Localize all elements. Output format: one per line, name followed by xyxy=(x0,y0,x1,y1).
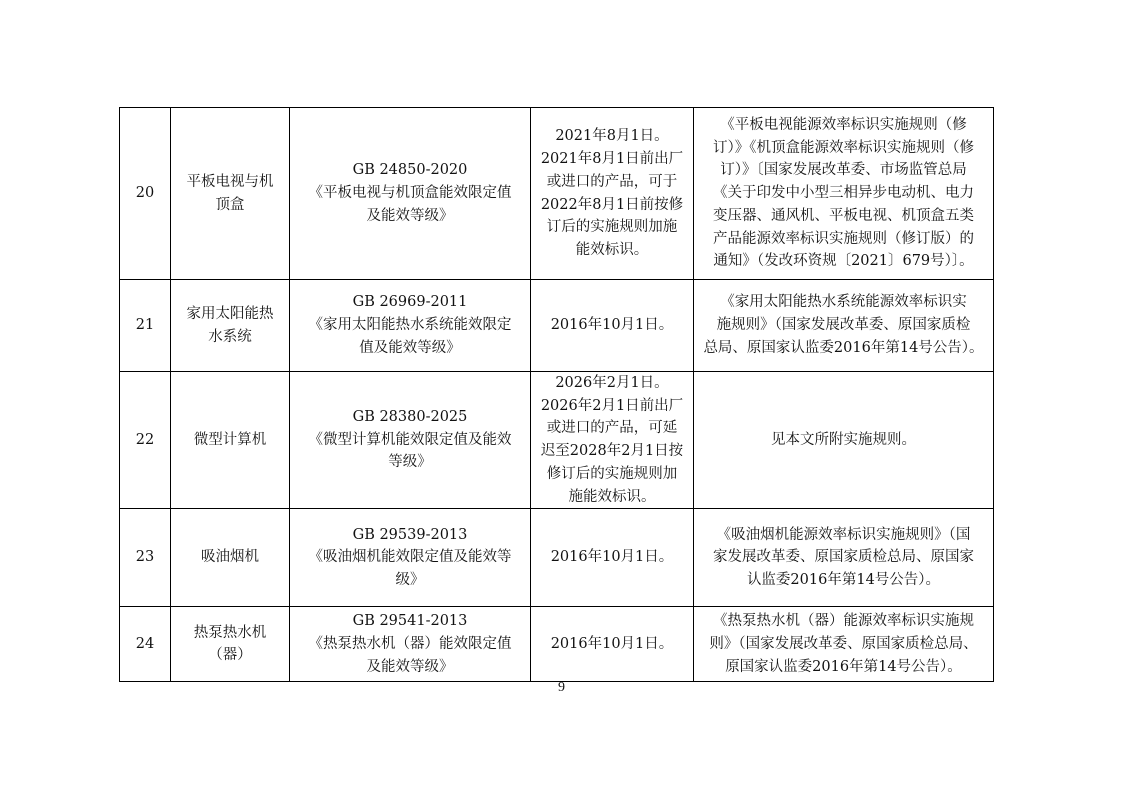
implementation-rules: 见本文所附实施规则。 xyxy=(694,372,994,509)
effective-date: 2016年10月1日。 xyxy=(531,280,694,372)
product-name: 热泵热水机 （器） xyxy=(171,607,290,682)
table-row xyxy=(120,607,994,682)
implementation-rules: 《家用太阳能热水系统能源效率标识实 施规则》（国家发展改革委、原国家质检 总局、原国家认监委2016年第14号公告）。 xyxy=(694,280,994,372)
product-name: 微型计算机 xyxy=(171,372,290,509)
row-number: 20 xyxy=(120,108,171,280)
table-row xyxy=(120,280,994,372)
implementation-rules: 《吸油烟机能源效率标识实施规则》（国 家发展改革委、原国家质检总局、原国家 认监委2016年第14号公告）。 xyxy=(694,509,994,607)
row-number: 24 xyxy=(120,607,171,682)
standard-name: 《热泵热水机（器）能效限定值 xyxy=(308,635,512,652)
standard-code: GB 28380-2025 xyxy=(352,409,468,426)
table-row xyxy=(120,372,994,509)
standard-cell: GB 29541-2013 《热泵热水机（器）能效限定值 及能效等级》 xyxy=(290,607,531,682)
product-name: 家用太阳能热 水系统 xyxy=(171,280,290,372)
implementation-rules: 《平板电视能源效率标识实施规则（修 订）》《机顶盒能源效率标识实施规则（修 订）》〔国家发展改革委、市场监管总局 《关于印发中小型三相异步电动机、电力 变压器、通风机、平板电视、机顶盒五类 产品能源效率标识实施规则（修订版）的 通知》（发改环资规〔2021〕679号）〕。 xyxy=(694,108,994,280)
product-name: 平板电视与机 顶盒 xyxy=(171,108,290,280)
standard-cell: GB 24850-2020 《平板电视与机顶盒能效限定值 及能效等级》 xyxy=(290,108,531,280)
standard-code: GB 24850-2020 xyxy=(352,162,468,179)
row-number: 21 xyxy=(120,280,171,372)
effective-date: 2016年10月1日。 xyxy=(531,509,694,607)
standard-code: GB 26969-2011 xyxy=(352,294,468,311)
standard-name: 《吸油烟机能效限定值及能效等 xyxy=(308,549,512,566)
row-number: 22 xyxy=(120,372,171,509)
product-name: 吸油烟机 xyxy=(171,509,290,607)
standard-cell: GB 28380-2025 《微型计算机能效限定值及能效 等级》 xyxy=(290,372,531,509)
table-row xyxy=(120,509,994,607)
implementation-rules: 《热泵热水机（器）能源效率标识实施规 则》（国家发展改革委、原国家质检总局、 原国家认监委2016年第14号公告）。 xyxy=(694,607,994,682)
standard-name: 《家用太阳能热水系统能效限定 xyxy=(308,317,512,334)
effective-date: 2016年10月1日。 xyxy=(531,607,694,682)
table-row xyxy=(120,108,994,280)
standard-code: GB 29539-2013 xyxy=(352,526,468,543)
effective-date: 2021年8月1日。 2021年8月1日前出厂 或进口的产品，可于 2022年8月1日前按修 订后的实施规则加施 能效标识。 xyxy=(531,108,694,280)
standard-name: 《微型计算机能效限定值及能效 xyxy=(308,431,512,448)
product-standards-table xyxy=(119,107,994,682)
standard-cell: GB 29539-2013 《吸油烟机能效限定值及能效等 级》 xyxy=(290,509,531,607)
standard-cell: GB 26969-2011 《家用太阳能热水系统能效限定 值及能效等级》 xyxy=(290,280,531,372)
page-number: 9 xyxy=(558,680,565,695)
standard-name: 《平板电视与机顶盒能效限定值 xyxy=(308,185,512,202)
row-number: 23 xyxy=(120,509,171,607)
effective-date: 2026年2月1日。 2026年2月1日前出厂 或进口的产品，可延 迟至2028年2月1日按 修订后的实施规则加 施能效标识。 xyxy=(531,372,694,509)
standard-code: GB 29541-2013 xyxy=(352,613,468,630)
